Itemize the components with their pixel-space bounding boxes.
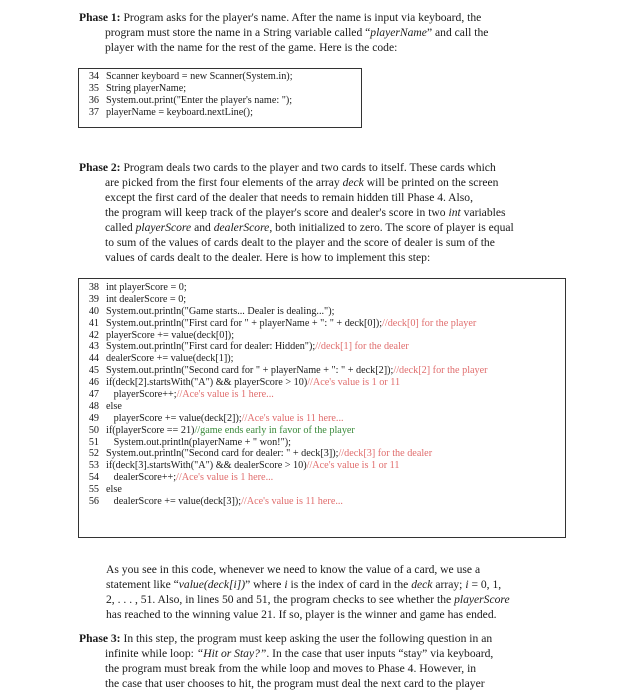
line-number: 53 (88, 460, 99, 472)
code-line (85, 437, 559, 449)
code-text: System.out.println("First card for " + playerName + ": " + deck[0]); (106, 317, 383, 329)
line-number: 34 (88, 71, 99, 82)
code-line (85, 107, 355, 119)
line-number: 52 (88, 448, 99, 460)
line-number: 42 (88, 329, 99, 341)
code-text: playerScore += value(deck[0]); (106, 329, 235, 341)
line-number: 56 (88, 496, 99, 508)
code-text: Scanner keyboard = new Scanner(System.in); (106, 71, 293, 82)
code-line (85, 484, 559, 496)
code-text: System.out.println(playerName + " won!"); (106, 436, 291, 448)
code-line (85, 282, 559, 294)
line-number: 43 (88, 341, 99, 353)
line-number: 36 (88, 94, 99, 106)
code-text: int playerScore = 0; (106, 282, 187, 293)
code-text: if(playerScore == 21) (106, 424, 195, 436)
line-number: 44 (88, 353, 99, 365)
code-comment: //Ace's value is 11 here... (241, 496, 343, 508)
code-text: System.out.print("Enter the player's name: "); (106, 94, 293, 106)
code-text: else (106, 484, 122, 496)
code-comment: //Ace's value is 11 here... (241, 412, 344, 424)
code-line (85, 318, 559, 330)
line-number: 39 (88, 293, 99, 305)
code-line (85, 330, 559, 342)
phase1-label: Phase 1: (79, 11, 121, 24)
code-line (85, 496, 559, 508)
code-line (85, 472, 559, 484)
code-line (85, 95, 355, 107)
line-number: 48 (88, 400, 99, 412)
line-number: 47 (88, 389, 99, 401)
code-text: playerName = keyboard.nextLine(); (106, 106, 253, 118)
code-text: String playerName; (106, 82, 187, 94)
code-comment: //Ace's value is 1 or 11 (307, 377, 401, 389)
code-comment: //Ace's value is 1 here... (176, 389, 274, 401)
code-comment: //Ace's value is 1 here... (176, 472, 274, 484)
code-text: else (106, 400, 122, 412)
code-line (85, 294, 559, 306)
code-comment: //Ace's value is 1 or 11 (306, 460, 400, 472)
code-line (85, 460, 559, 472)
line-number: 38 (88, 282, 99, 293)
code-comment: //deck[2] for the player (393, 365, 488, 377)
code-text: playerScore += value(deck[2]); (106, 412, 242, 424)
phase2-label: Phase 2: (79, 161, 121, 174)
code-block-phase1 (78, 68, 362, 128)
phase3-label: Phase 3: (79, 632, 121, 645)
line-number: 49 (88, 412, 99, 424)
code-comment: //deck[0] for the player (382, 317, 477, 329)
code-block-phase2 (78, 278, 566, 538)
code-line (85, 353, 559, 365)
line-number: 45 (88, 365, 99, 377)
phase1-paragraph: Phase 1: Program asks for the player's name. After the name is input via keyboard, the program must store the name in a String variable called “playerName” and call the player with the name for the rest of the game. Here is the code: (79, 11, 489, 54)
line-number: 55 (88, 484, 99, 496)
code-line (85, 377, 559, 389)
code-text: dealerScore += value(deck[3]); (106, 496, 242, 508)
code-line (85, 306, 559, 318)
code-comment: //game ends early in favor of the player (194, 424, 355, 436)
phase2-paragraph: Phase 2: Program deals two cards to the player and two cards to itself. These cards which are picked from the first four elements of the array deck will be printed on the screen except the first card of the dealer that needs to remain hidden till Phase 4. Also, the program will keep track of the player's score and dealer's score in two int variables called playerScore and dealerScore, both initialized to zero. The score of player is equal to sum of the values of cards dealt to the player and the score of dealer is sum of the values of cards dealt to the dealer. Here is how to implement this step: (79, 161, 514, 264)
line-number: 37 (88, 106, 99, 118)
code-line (85, 413, 559, 425)
phase3-paragraph: Phase 3: In this step, the program must keep asking the user the following question in an infinite while loop: “Hit or Stay?”. In the case that user inputs “stay” via keyboard, the program must break from the while loop and moves to Phase 4. However, in the case that user chooses to hit, the program must deal the next card to the player (79, 632, 494, 690)
code-line (85, 83, 355, 95)
code-text: dealerScore++; (106, 472, 177, 484)
code-line (85, 448, 559, 460)
code-text: int dealerScore = 0; (106, 293, 187, 305)
line-number: 50 (88, 424, 99, 436)
code-text: System.out.println("First card for dealer: Hidden"); (106, 341, 316, 353)
code-comment: //deck[3] for the dealer (338, 448, 433, 460)
line-number: 46 (88, 377, 99, 389)
code-text: if(deck[2].startsWith("A") && playerScore > 10) (106, 377, 308, 389)
line-number: 54 (88, 472, 99, 484)
line-number: 51 (88, 436, 99, 448)
line-number: 41 (88, 317, 99, 329)
code-text: dealerScore += value(deck[1]); (106, 353, 234, 365)
code-comment: //deck[1] for the dealer (315, 341, 409, 353)
code-text: System.out.println("Second card for " + playerName + ": " + deck[2]); (106, 365, 394, 377)
explanation-paragraph: As you see in this code, whenever we need to know the value of a card, we use a statement like “value(deck[i])” where i is the index of card in the deck array; i = 0, 1, 2, . . . , 51. Also, in lines 50 and 51, the program checks to see whether the playerScore has reached to the winning value 21. If so, player is the winner and game has ended. (106, 563, 510, 621)
code-text: System.out.println("Second card for dealer: " + deck[3]); (106, 448, 339, 460)
code-line (85, 389, 559, 401)
code-text: System.out.println("Game starts... Dealer is dealing..."); (106, 305, 335, 317)
code-line (85, 365, 559, 377)
code-text: playerScore++; (106, 389, 177, 401)
code-line (85, 71, 355, 83)
code-line (85, 401, 559, 413)
line-number: 40 (88, 305, 99, 317)
code-line (85, 341, 559, 353)
code-line (85, 425, 559, 437)
code-text: if(deck[3].startsWith("A") && dealerScore > 10) (106, 460, 307, 472)
line-number: 35 (88, 82, 99, 94)
